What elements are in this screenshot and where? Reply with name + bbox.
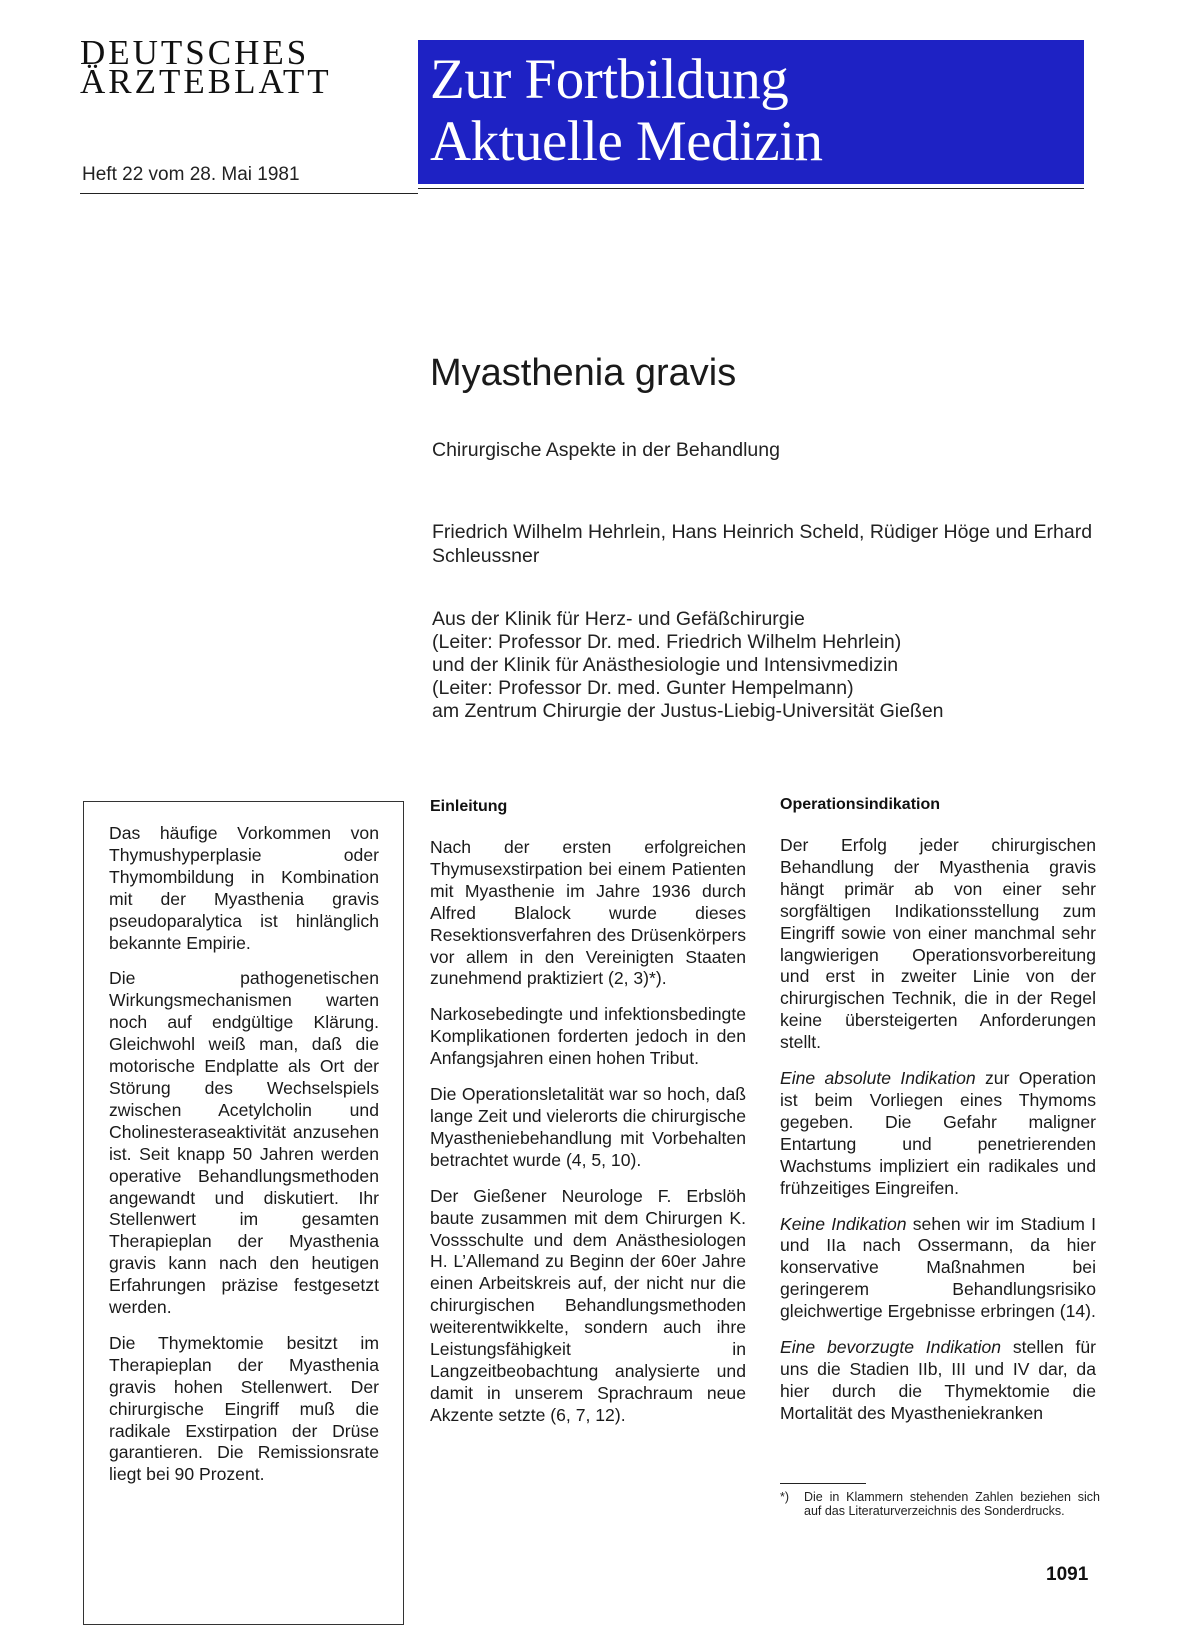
article-authors: Friedrich Wilhelm Hehrlein, Hans Heinrich Scheld, Rüdiger Höge und Erhard Schleussner [432,521,1093,567]
abstract-box [83,801,404,1625]
intro-paragraph: Nach der ersten erfolgreichen Thymusexstirpation bei einem Patienten mit Myasthenie im Jahre 1936 durch Alfred Blalock wurde dieses Resektionsverfahren des Drüsenkörpers vor allem in den Vereinigten Staaten zunehmend praktiziert (2, 3)*). [430,837,746,989]
article-subtitle: Chirurgische Aspekte in der Behandlung [432,439,780,461]
indication-paragraph: Der Erfolg jeder chirurgischen Behandlung der Myasthenia gravis hängt primär ab von einer sehr sorgfältigen Indikationsstellung zum Eingriff sowie von einer manchmal sehr langwierigen Operationsvorbereitung und erst in zweiter Linie von der chirurgischen Technik, die in der Regel keine übersteigerten Anforderungen stellt. [780,835,1096,1053]
banner-line-2: Aktuelle Medizin [430,110,823,173]
intro-paragraph: Der Gießener Neurologe F. Erbslöh baute zusammen mit dem Chirurgen K. Vossschulte und dem Anästhesiologen H. L’Allemand zu Beginn der 60er Jahre einen Arbeitskreis auf, der nicht nur die chirurgischen Behandlungsmethoden weiterentwikkelte, sondern auch ihre Leistungsfähigkeit in Langzeitbeobachtung analysierte und damit in unserem Sprachraum neue Akzente setzte (6, 7, 12). [430,1185,746,1425]
indication-emphasis: Eine bevorzugte Indikation [780,1337,1002,1358]
indication-emphasis: Keine Indikation [780,1213,907,1234]
indication-heading: Operationsindikation [780,796,941,813]
indication-paragraph [780,1214,1096,1324]
intro-column [430,797,746,1441]
footnote-mark: *) [780,1490,790,1504]
masthead-line-2: ÄRZTEBLATT [80,62,332,101]
affiliation-line: und der Klinik für Anästhesiologie und Intensivmedizin [432,654,899,676]
indication-text: zur Operation ist beim Vorliegen eines Thymoms gegeben. Die Gefahr maligner Entartung und penetrierenden Wachstums impliziert ein radikales und frühzeitiges Eingreifen. [780,1068,1096,1198]
indication-text: stellen für uns die Stadien IIb, III und IV dar, da hier durch die Thymektomie die Mortalität des Myastheniekranken [780,1337,1096,1423]
affiliation-line: am Zentrum Chirurgie der Justus-Liebig-Universität Gießen [432,700,944,722]
section-banner [418,40,1084,184]
abstract-paragraph: Die pathogenetischen Wirkungsmechanismen warten noch auf endgültige Klärung. Gleichwohl weiß man, daß die motorische Endplatte als Ort der Störung des Wechselspiels zwischen Acetylcholin und Cholinesteraseaktivität anzusehen ist. Seit knapp 50 Jahren werden operative Behandlungsmethoden angewandt und diskutiert. Ihr Stellenwert im gesamten Therapieplan der Myasthenia gravis kann nach den heutigen Erfahrungen präzise festgesetzt werden. [109,968,379,1318]
abstract-paragraph: Das häufige Vorkommen von Thymushyperplasie oder Thymombildung in Kombination mit der Myasthenia gravis pseudoparalytica ist hinlänglich bekannte Empirie. [109,823,379,953]
banner-line-1: Zur Fortbildung [430,48,789,111]
intro-paragraph: Die Operationsletalität war so hoch, daß lange Zeit und vielerorts die chirurgische Myastheniebehandlung mit Vorbehalten betrachtet wurde (4, 5, 10). [430,1084,746,1170]
indication-paragraph [780,1337,1096,1425]
intro-heading: Einleitung [430,798,508,815]
article-affiliation [432,608,1112,723]
indication-column [780,795,1096,1439]
affiliation-line: (Leiter: Professor Dr. med. Gunter Hempelmann) [432,677,854,699]
affiliation-line: (Leiter: Professor Dr. med. Friedrich Wilhelm Hehrlein) [432,631,902,653]
page-number: 1091 [1046,1564,1089,1585]
article-title: Myasthenia gravis [430,352,737,394]
abstract-paragraph: Die Thymektomie besitzt im Therapieplan der Myasthenia gravis hohen Stellenwert. Der chirurgische Eingriff muß die radikale Exstirpation der Drüse garantieren. Die Remissionsrate liegt bei 90 Prozent. [109,1332,379,1485]
journal-masthead [80,33,410,101]
indication-emphasis: Eine absolute Indikation [780,1068,976,1089]
footnote-rule [780,1483,866,1484]
header-rule-right [418,188,1084,189]
footnote-text: Die in Klammern stehenden Zahlen beziehen sich auf das Literaturverzeichnis des Sonderdrucks. [804,1490,1100,1518]
issue-date: Heft 22 vom 28. Mai 1981 [82,164,300,185]
footnote [780,1490,1100,1518]
intro-paragraph: Narkosebedingte und infektionsbedingte Komplikationen forderten jedoch in den Anfangsjahren einen hohen Tribut. [430,1004,746,1069]
indication-paragraph [780,1068,1096,1199]
affiliation-line: Aus der Klinik für Herz- und Gefäßchirurgie [432,608,805,630]
indication-text: sehen wir im Stadium I und IIa nach Ossermann, da hier konservative Maßnahmen bei geringerem Behandlungsrisiko gleichwertige Ergebnisse erbringen (14). [780,1213,1096,1322]
masthead-line-1: DEUTSCHES [80,33,310,72]
header-rule-left [80,193,418,194]
